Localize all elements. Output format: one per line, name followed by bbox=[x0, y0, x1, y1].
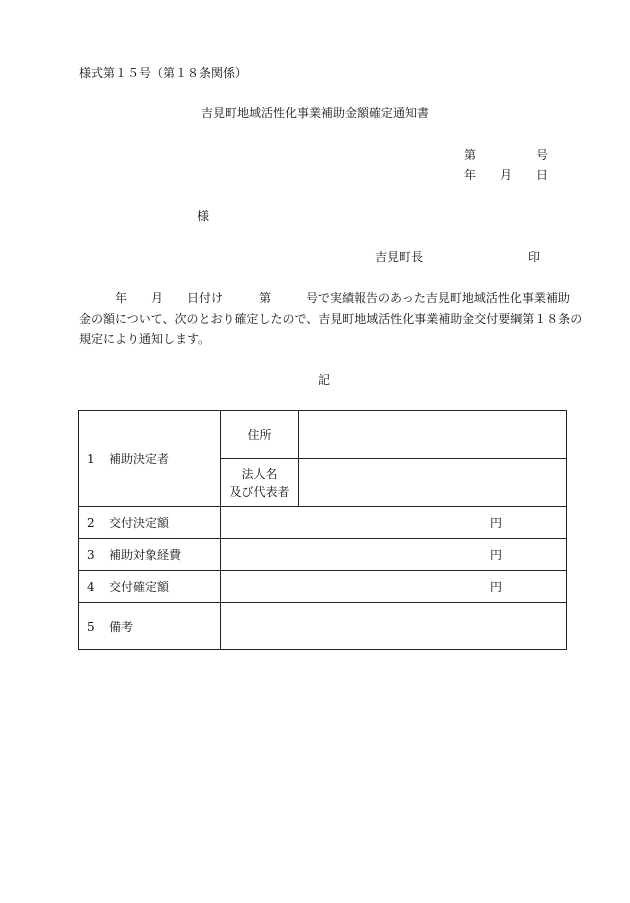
body-paragraph bbox=[79, 291, 583, 352]
table-row-recipient-address bbox=[79, 411, 567, 459]
sender-name: 吉見町長 bbox=[375, 250, 424, 264]
decision-amount-value-cell bbox=[221, 507, 567, 539]
remarks-value-cell bbox=[221, 603, 567, 650]
representative-label: 及び代表者 bbox=[229, 484, 290, 499]
yen-unit: 円 bbox=[489, 580, 502, 594]
date-year: 年 bbox=[464, 168, 477, 182]
form-number: 様式第１５号（第１８条関係） bbox=[79, 66, 248, 80]
address-label-cell bbox=[221, 411, 299, 459]
body-line-3: 規定により通知します。 bbox=[79, 332, 211, 346]
table-row-confirmed-amount bbox=[79, 571, 567, 603]
table-row-decision-amount bbox=[79, 507, 567, 539]
yen-unit: 円 bbox=[489, 516, 502, 530]
confirmed-amount-value-cell bbox=[221, 571, 567, 603]
row-number: 1 bbox=[87, 452, 95, 466]
body-line-2: 金の額について、次のとおり確定したので、吉見町地域活性化事業補助金交付要綱第１８条の bbox=[79, 312, 583, 326]
row-number: 5 bbox=[87, 619, 95, 634]
reference-dai: 第 bbox=[464, 148, 477, 162]
remarks-label-cell bbox=[79, 603, 221, 650]
table-row-eligible-expenses bbox=[79, 539, 567, 571]
row-number: 2 bbox=[87, 516, 95, 530]
remarks-label: 備考 bbox=[109, 619, 134, 634]
details-table bbox=[78, 410, 567, 650]
corporate-name-label-cell bbox=[221, 459, 299, 507]
date-month: 月 bbox=[500, 168, 513, 182]
body-line-1-rest: 号で実績報告のあった吉見町地域活性化事業補助 bbox=[306, 291, 570, 305]
body-dai: 第 bbox=[259, 291, 272, 305]
body-date-suffix: 日付け bbox=[187, 291, 224, 305]
corporate-name-value-cell bbox=[299, 459, 567, 507]
sender-seal: 印 bbox=[528, 250, 541, 264]
document-title: 吉見町地域活性化事業補助金額確定通知書 bbox=[200, 106, 429, 120]
confirmed-amount-label: 交付確定額 bbox=[109, 580, 170, 594]
corporate-name-label: 法人名 bbox=[241, 466, 278, 481]
eligible-expenses-label-cell bbox=[79, 539, 221, 571]
body-month: 月 bbox=[151, 291, 164, 305]
table-row-remarks bbox=[79, 603, 567, 650]
date-day: 日 bbox=[536, 168, 549, 182]
yen-unit: 円 bbox=[489, 548, 502, 562]
confirmed-amount-label-cell bbox=[79, 571, 221, 603]
reference-go: 号 bbox=[536, 148, 549, 162]
address-value-cell bbox=[299, 411, 567, 459]
row-number: 4 bbox=[87, 580, 95, 594]
addressee-sama: 様 bbox=[197, 209, 210, 223]
recipient-label: 補助決定者 bbox=[109, 452, 170, 466]
eligible-expenses-label: 補助対象経費 bbox=[109, 548, 182, 562]
ki-heading: 記 bbox=[318, 373, 331, 387]
recipient-label-cell bbox=[79, 411, 221, 507]
address-label: 住所 bbox=[247, 427, 272, 442]
decision-amount-label: 交付決定額 bbox=[109, 516, 170, 530]
eligible-expenses-value-cell bbox=[221, 539, 567, 571]
body-year: 年 bbox=[115, 291, 128, 305]
decision-amount-label-cell bbox=[79, 507, 221, 539]
row-number: 3 bbox=[87, 548, 95, 562]
